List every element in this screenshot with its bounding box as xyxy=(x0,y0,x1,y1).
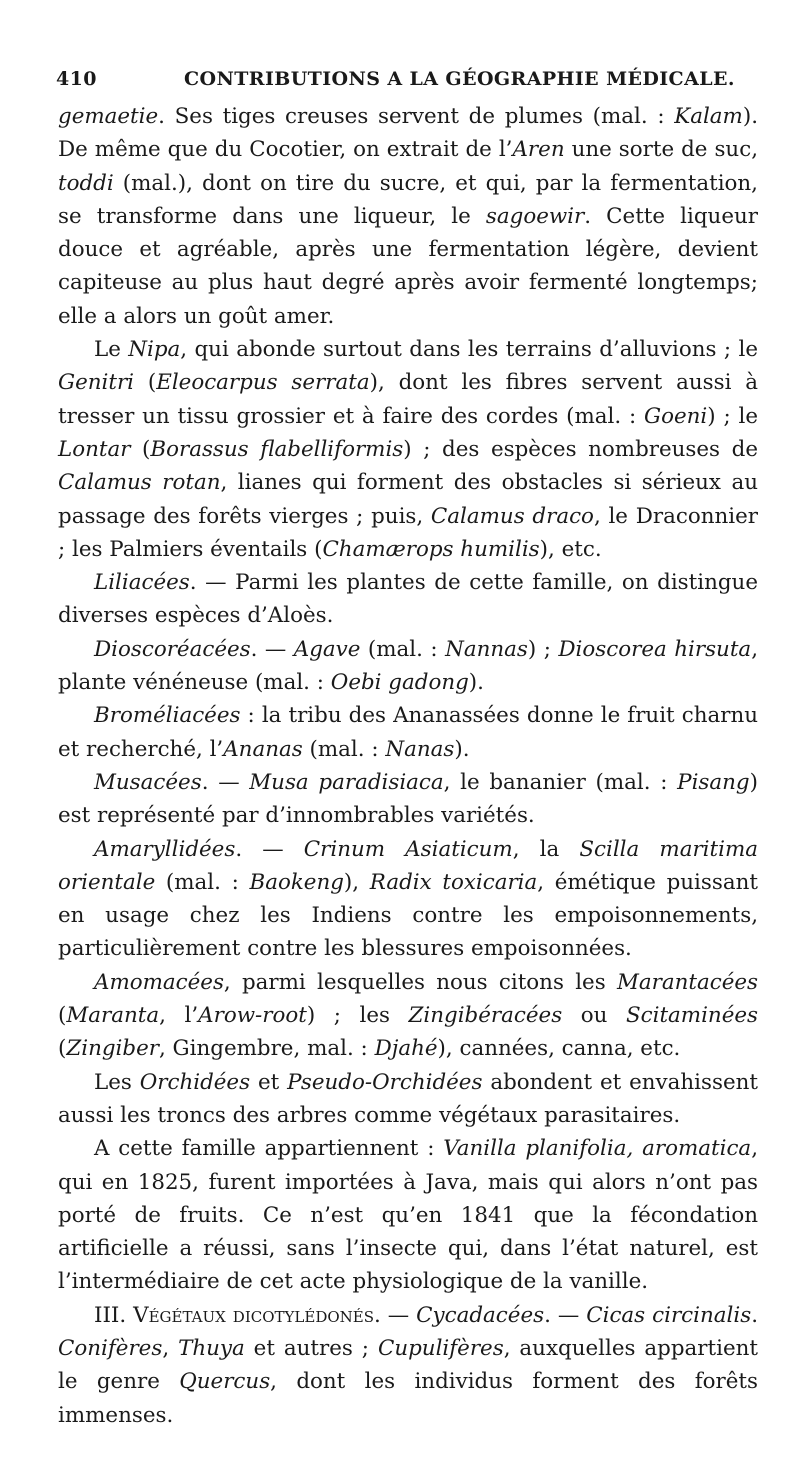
text-run: , l’ xyxy=(159,1003,199,1029)
italic-text: Aren xyxy=(512,137,565,163)
running-header xyxy=(56,68,758,94)
text-run: , la xyxy=(512,836,580,862)
paragraph xyxy=(58,966,758,1066)
text-run: ). xyxy=(454,736,470,762)
text-run: , xyxy=(162,1335,179,1361)
italic-text: Eleocarpus serrata xyxy=(156,370,370,396)
text-run: ( xyxy=(134,370,157,396)
italic-text: Cicas circinalis xyxy=(586,1302,752,1328)
italic-text: Calamus draco xyxy=(430,503,594,529)
text-run: ) ; les xyxy=(306,1003,409,1029)
italic-text: Pseudo-Orchidées xyxy=(287,1069,483,1095)
italic-text: Borassus flabelliformis xyxy=(150,436,404,462)
text-run: . — xyxy=(201,769,250,795)
body-text xyxy=(58,100,758,1432)
small-caps-text: Végétaux dicotylédonés xyxy=(133,1302,375,1328)
text-run: A cette famille appartiennent : xyxy=(94,1136,444,1162)
italic-text: Dioscoréacées xyxy=(94,636,251,662)
italic-text: Amaryllidées xyxy=(94,836,236,862)
italic-text: Arow-root xyxy=(198,1003,307,1029)
text-run: , Gingembre, mal. : xyxy=(158,1036,375,1062)
text-run: une sorte de suc, xyxy=(564,137,758,163)
italic-text: Vanilla planifolia, aromatica xyxy=(443,1136,752,1162)
italic-text: Nannas xyxy=(445,636,528,662)
italic-text: Liliacées xyxy=(94,570,190,596)
text-run: , le Draconnier ; les Palmiers éventails ( xyxy=(58,503,758,562)
italic-text: Scilla maritima orientale xyxy=(58,836,758,895)
italic-text: sagoewir xyxy=(485,203,585,229)
text-run: ) ; des espèces nombreuses de xyxy=(403,436,758,462)
text-run: ). xyxy=(468,670,484,696)
italic-text: Zingibéracées xyxy=(408,1003,563,1029)
paragraph xyxy=(58,566,758,633)
italic-text: Genitri xyxy=(58,370,135,396)
paragraph xyxy=(58,633,758,700)
italic-text: Nanas xyxy=(385,736,455,762)
paragraph xyxy=(58,833,758,966)
italic-text: Lontar xyxy=(58,436,131,462)
paragraph xyxy=(58,766,758,833)
text-run: . — xyxy=(250,636,294,662)
italic-text: Marantacées xyxy=(616,969,758,995)
text-run: ou xyxy=(562,1003,626,1029)
paragraph xyxy=(58,333,758,566)
running-title: CONTRIBUTIONS A LA GÉOGRAPHIE MÉDICALE. xyxy=(184,68,735,90)
italic-text: Radix toxicaria xyxy=(369,869,538,895)
paragraph xyxy=(58,699,758,766)
text-run: ), xyxy=(343,869,370,895)
italic-text: Ananas xyxy=(223,736,303,762)
text-run: : la tribu des Ananassées donne le fruit charnu et recherché, l’ xyxy=(58,703,758,762)
paragraph xyxy=(58,1299,758,1432)
text-run: (mal. : xyxy=(155,869,250,895)
text-run: ), dont les fibres servent aussi à tresser un tissu grossier et à faire des cordes (mal. : xyxy=(58,370,758,429)
italic-text: Thuya xyxy=(178,1335,245,1361)
italic-text: Quercus xyxy=(179,1369,271,1395)
italic-text: toddi xyxy=(58,170,114,196)
text-run: III. xyxy=(94,1302,134,1328)
text-run: , qui en 1825, furent importées à Java, mais qui alors n’ont pas porté de fruits. Ce n’est qu’en 1841 que la fécondation artificielle a réussi, sans l’insecte qui, dans l’état naturel, est l’intermédiaire de cet acte physiologique de la vanille. xyxy=(58,1136,758,1295)
italic-text: Agave xyxy=(293,636,361,662)
text-run: , le bananier (mal. : xyxy=(443,769,678,795)
text-run: ( xyxy=(130,436,151,462)
text-run: abondent et envahissent aussi les troncs des arbres comme végétaux parasitaires. xyxy=(58,1069,759,1128)
text-run: ) ; xyxy=(527,636,559,662)
italic-text: Chamærops humilis xyxy=(322,536,540,562)
italic-text: Conifères xyxy=(58,1335,163,1361)
italic-text: Goeni xyxy=(644,403,708,429)
text-run: Le xyxy=(94,337,129,363)
text-run: (mal. : xyxy=(360,636,446,662)
text-run: , parmi lesquelles nous citons les xyxy=(223,969,617,995)
italic-text: gemaetie xyxy=(58,104,159,129)
text-run: . Ses tiges creuses servent de plumes (mal. : xyxy=(158,104,675,129)
text-run: ), cannées, canna, etc. xyxy=(437,1036,681,1062)
text-run: . — xyxy=(374,1302,417,1328)
text-run: ) ; le xyxy=(707,403,758,429)
text-run: , lianes qui forment des obstacles si sérieux au passage des forêts vierges ; puis, xyxy=(58,470,758,529)
italic-text: Crinum Asiaticum xyxy=(303,836,513,862)
text-run: , émétique puissant en usage chez les Indiens contre les empoisonnements, particulièrement contre les blessures empoisonnées. xyxy=(58,869,758,962)
text-run: , dont les individus forment des forêts immenses. xyxy=(58,1369,758,1428)
text-run: , auxquelles appartient le genre xyxy=(58,1335,758,1395)
italic-text: Kalam xyxy=(674,104,743,129)
text-run: et autres ; xyxy=(244,1335,378,1361)
italic-text: Djahé xyxy=(374,1036,438,1062)
text-run: , plante vénéneuse (mal. : xyxy=(58,636,758,696)
text-run: (mal.), dont on tire du sucre, et qui, par la fermentation, se transforme dans une liqueur, le xyxy=(58,170,758,229)
italic-text: Pisang xyxy=(677,769,750,795)
text-run: (mal. : xyxy=(302,736,386,762)
text-run: . — xyxy=(544,1302,587,1328)
text-run: . Cette liqueur douce et agréable, après une fermentation légère, devient capiteuse au plus haut degré après avoir fermenté longtemps; elle a alors un goût amer. xyxy=(58,203,758,329)
italic-text: Dioscorea hirsuta xyxy=(558,636,752,662)
text-run: ), etc. xyxy=(539,536,602,562)
text-run: Les xyxy=(94,1069,140,1095)
italic-text: Nipa xyxy=(128,337,181,363)
text-run: et xyxy=(250,1069,288,1095)
italic-text: Cupulifères xyxy=(377,1335,504,1361)
italic-text: Maranta xyxy=(66,1003,160,1029)
paragraph xyxy=(58,1132,758,1298)
italic-text: Zingiber xyxy=(66,1036,159,1062)
italic-text: Baokeng xyxy=(249,869,344,895)
italic-text: Calamus rotan xyxy=(58,470,221,496)
text-run: ) est représenté par d’innombrables variétés. xyxy=(58,769,758,829)
page-number: 410 xyxy=(56,68,97,90)
italic-text: Musacées xyxy=(94,769,202,795)
text-run: , qui abonde surtout dans les terrains d’alluvions ; le xyxy=(180,337,758,363)
italic-text: Scitaminées xyxy=(625,1003,758,1029)
paragraph xyxy=(58,1066,758,1133)
text-run: ( xyxy=(58,1003,67,1029)
text-run: ( xyxy=(58,1036,67,1062)
italic-text: Oebi gadong xyxy=(330,670,469,696)
text-run: . — Parmi les plantes de cette famille, on distingue diverses espèces d’Aloès. xyxy=(58,570,758,629)
italic-text: Amomacées xyxy=(94,969,224,995)
text-run: . — xyxy=(235,836,304,862)
italic-text: Broméliacées xyxy=(94,703,241,729)
italic-text: Musa paradisiaca xyxy=(249,769,444,795)
paragraph xyxy=(58,100,758,333)
italic-text: Orchidées xyxy=(139,1069,251,1095)
italic-text: Cycadacées xyxy=(416,1302,545,1328)
text-run: . xyxy=(751,1302,759,1328)
text-run: ). De même que du Cocotier, on extrait de l’ xyxy=(58,104,758,163)
